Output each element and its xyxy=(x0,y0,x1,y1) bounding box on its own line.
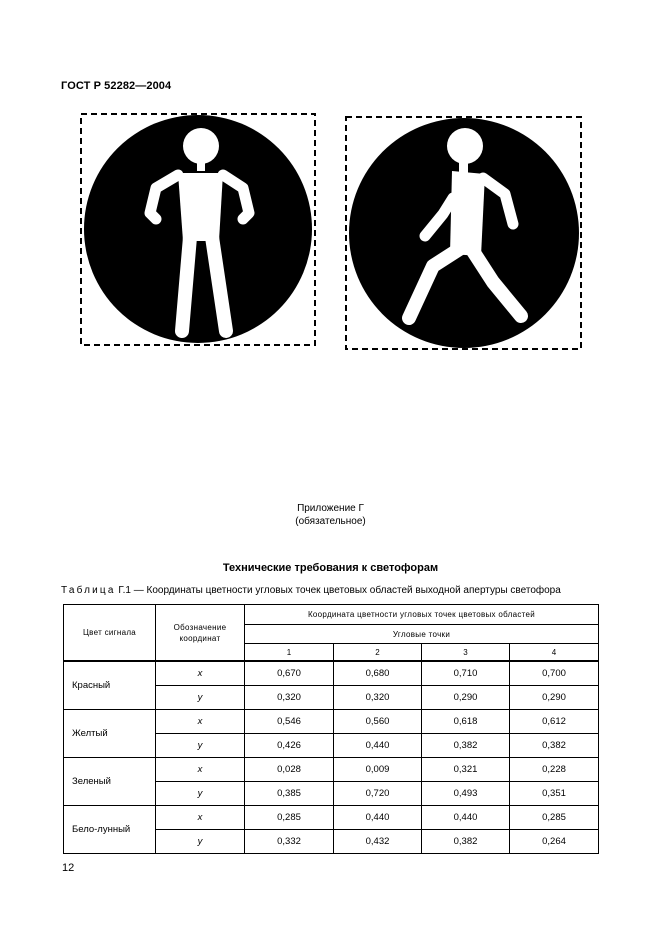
table-cell: 0,228 xyxy=(510,758,599,782)
table-caption-number: Г.1 xyxy=(118,585,131,596)
table-cell: 0,285 xyxy=(245,806,334,830)
table-row xyxy=(64,758,599,782)
table-cell: 0,612 xyxy=(510,710,599,734)
table-cell: 0,720 xyxy=(334,782,422,806)
table-cell: 0,426 xyxy=(245,734,334,758)
table-cell: 0,382 xyxy=(422,734,510,758)
coordinate-label: y xyxy=(156,830,245,854)
signal-color-name: Зеленый xyxy=(64,758,156,806)
header-point-number: 1 xyxy=(245,644,334,662)
header-corner-points: Угловые точки xyxy=(245,625,599,644)
table-cell: 0,290 xyxy=(510,686,599,710)
chromaticity-table xyxy=(63,604,599,854)
table-cell: 0,028 xyxy=(245,758,334,782)
appendix-status: (обязательное) xyxy=(295,516,366,527)
page-number: 12 xyxy=(62,862,75,874)
header-point-number: 3 xyxy=(422,644,510,662)
coordinate-label: x xyxy=(156,661,245,686)
table-cell: 0,440 xyxy=(422,806,510,830)
row-group-yellow xyxy=(64,710,599,758)
signal-color-name: Бело-лунный xyxy=(64,806,156,854)
section-title: Технические требования к светофорам xyxy=(222,562,439,574)
row-group-green xyxy=(64,758,599,806)
table-row xyxy=(64,806,599,830)
coordinate-label: x xyxy=(156,758,245,782)
table-cell: 0,670 xyxy=(245,661,334,686)
table-row xyxy=(64,710,599,734)
table-cell: 0,351 xyxy=(510,782,599,806)
row-group-red xyxy=(64,661,599,710)
table-cell: 0,009 xyxy=(334,758,422,782)
table-cell: 0,710 xyxy=(422,661,510,686)
table-cell: 0,700 xyxy=(510,661,599,686)
table-caption-text: — Координаты цветности угловых точек цветовых областей выходной апертуры светофора xyxy=(133,585,561,596)
table-cell: 0,382 xyxy=(422,830,510,854)
table-cell: 0,320 xyxy=(245,686,334,710)
coordinate-label: x xyxy=(156,710,245,734)
table-cell: 0,680 xyxy=(334,661,422,686)
table-cell: 0,382 xyxy=(510,734,599,758)
standing-pedestrian-figure xyxy=(80,113,316,346)
header-point-number: 4 xyxy=(510,644,599,662)
table-cell: 0,440 xyxy=(334,734,422,758)
walking-pedestrian-icon xyxy=(345,116,582,350)
appendix-heading xyxy=(0,502,661,528)
table-caption xyxy=(61,585,561,596)
walking-pedestrian-figure xyxy=(345,116,582,350)
table-cell: 0,290 xyxy=(422,686,510,710)
header-point-number: 2 xyxy=(334,644,422,662)
row-group-lunar-white xyxy=(64,806,599,854)
table-row xyxy=(64,661,599,686)
coordinate-label: y xyxy=(156,734,245,758)
table-cell: 0,432 xyxy=(334,830,422,854)
coordinate-label: x xyxy=(156,806,245,830)
table-cell: 0,560 xyxy=(334,710,422,734)
table-cell: 0,385 xyxy=(245,782,334,806)
appendix-title: Приложение Г xyxy=(297,503,364,514)
table-cell: 0,264 xyxy=(510,830,599,854)
table-cell: 0,285 xyxy=(510,806,599,830)
header-coordinate-designation: Обозначение координат xyxy=(156,605,245,662)
coordinate-label: y xyxy=(156,686,245,710)
signal-color-name: Желтый xyxy=(64,710,156,758)
header-chromaticity-group: Координата цветности угловых точек цветовых областей xyxy=(245,605,599,625)
header-signal-color: Цвет сигнала xyxy=(64,605,156,662)
table-cell: 0,546 xyxy=(245,710,334,734)
table-cell: 0,320 xyxy=(334,686,422,710)
table-cell: 0,332 xyxy=(245,830,334,854)
signal-color-name: Красный xyxy=(64,661,156,710)
table-cell: 0,493 xyxy=(422,782,510,806)
document-header: ГОСТ Р 52282—2004 xyxy=(61,80,172,92)
table-cell: 0,321 xyxy=(422,758,510,782)
standing-pedestrian-icon xyxy=(80,113,316,346)
table-caption-label: Таблица xyxy=(61,585,116,596)
coordinate-label: y xyxy=(156,782,245,806)
table-cell: 0,440 xyxy=(334,806,422,830)
table-cell: 0,618 xyxy=(422,710,510,734)
